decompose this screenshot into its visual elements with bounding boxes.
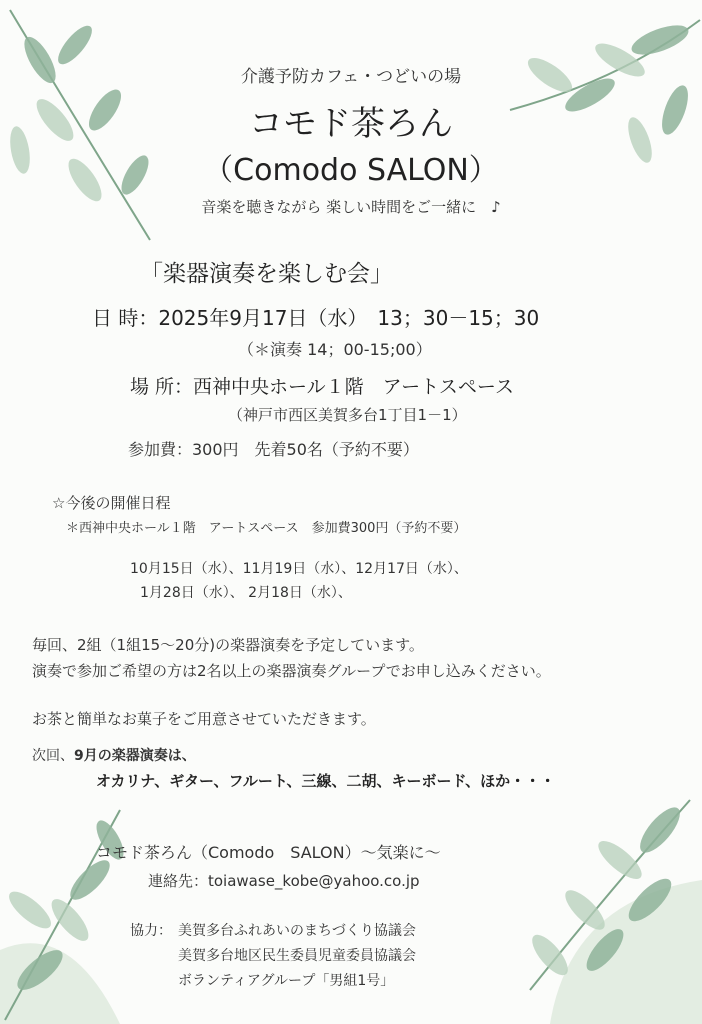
salon-title: コモド茶ろん: [249, 104, 453, 144]
schedule-dates-line-1: 10月15日（水）、11月19日（水）、12月17日（水）、: [130, 561, 468, 577]
next-event-prefix: 次回、: [32, 748, 74, 764]
event-datetime: 日 時：2025年9月17日（水） 13；30－15；30: [92, 306, 540, 330]
participation-fee: 参加費：300円 先着50名（予約不要）: [128, 440, 419, 459]
salon-footer-name: コモド茶ろん（Comodo SALON）～気楽に～: [96, 843, 441, 862]
event-venue: 場 所：西神中央ホール１階 アートスペース: [130, 376, 514, 398]
next-event-highlight: 9月の楽器演奏は、: [74, 748, 196, 764]
support-label: 協力：: [130, 923, 172, 939]
schedule-heading: ☆今後の開催日程: [52, 494, 171, 512]
leaf-decoration-bottom-left: [0, 800, 140, 1024]
info-line-1: 毎回、2組（1組15～20分)の楽器演奏を予定しています。: [32, 636, 424, 654]
schedule-dates-line-2: 1月28日（水）、 2月18日（水）、: [140, 585, 352, 601]
performance-time: （＊演奏 14；00-15;00）: [238, 340, 432, 359]
instrument-list: オカリナ、ギター、フルート、三線、二胡、キーボード、ほか・・・: [96, 772, 556, 790]
event-subtitle: 介護予防カフェ・つどいの場: [240, 67, 462, 87]
event-name: 「楽器演奏を楽しむ会」: [140, 261, 393, 287]
contact-info: 連絡先：toiawase_kobe@yahoo.co.jp: [148, 872, 420, 890]
salon-title-english: （Comodo SALON）: [203, 153, 499, 188]
support-organization-3: ボランティアグループ「男組1号」: [178, 973, 395, 989]
info-line-3: お茶と簡単なお菓子をご用意させていただきます。: [32, 710, 376, 728]
support-organization-2: 美賀多台地区民生委員児童委員協議会: [178, 948, 416, 964]
leaf-decoration-bottom-right: [490, 790, 702, 1024]
tagline: 音楽を聴きながら 楽しい時間をご一緒に ♪: [201, 198, 501, 216]
next-event-line: [32, 745, 196, 765]
support-organization-1: 美賀多台ふれあいのまちづくり協議会: [178, 923, 416, 939]
schedule-note: ＊西神中央ホール１階 アートスペース 参加費300円（予約不要）: [66, 521, 467, 536]
venue-address: （神戸市西区美賀多台1丁目1－1）: [228, 406, 467, 424]
info-line-2: 演奏で参加ご希望の方は2名以上の楽器演奏グループでお申し込みください。: [32, 662, 551, 680]
